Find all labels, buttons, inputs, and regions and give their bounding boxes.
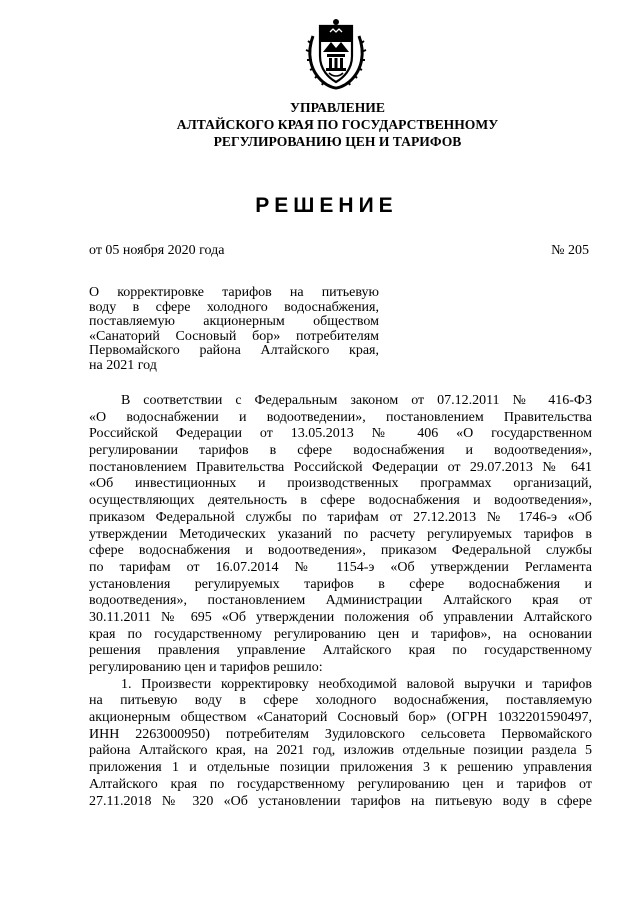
body-line: регулировании тарифов в сфере водоснабжения и водоотведения», [89, 443, 592, 459]
body-line: 30.11.2011 № 695 «Об утверждении положения об управлении Алтайского [89, 609, 592, 625]
agency-line-1: УПРАВЛЕНИЕ [290, 100, 385, 115]
body-line: по тарифам от 16.07.2014 № 1154-э «Об утверждении Регламента [89, 559, 592, 575]
body-line: установления регулируемых тарифов в сфере водоснабжения и [89, 576, 592, 592]
body-line: Российской Федерации от 13.05.2013 № 406 «О государственном [89, 426, 592, 442]
body-line: постановлением Правительства Российской Федерации от 29.07.2013 № 641 [89, 459, 592, 475]
body-line: «Об инвестиционных и производственных программах организаций, [89, 476, 592, 492]
body-line: В соответствии с Федеральным законом от 07.12.2011 № 416-ФЗ [121, 393, 592, 408]
document-body [89, 393, 592, 810]
document-number: № 205 [551, 243, 589, 258]
body-line: регулированию цен и тарифов решило: [89, 660, 323, 675]
agency-line-2: АЛТАЙСКОГО КРАЯ ПО ГОСУДАРСТВЕННОМУ [176, 117, 499, 132]
document-date: от 05 ноября 2020 года [89, 243, 225, 258]
body-line: «О водоснабжении и водоотведении», постановлением Правительства [89, 409, 592, 425]
body-line: края по государственному регулированию цен и тарифов», на основании [89, 626, 592, 642]
body-line: 1. Произвести корректировку необходимой валовой выручки и тарифов [121, 676, 592, 692]
body-line: приложения 1 и отдельные позиции приложения 3 к решению управления [89, 760, 592, 776]
coat-of-arms-icon [303, 18, 369, 90]
subject-line: на 2021 год [89, 357, 157, 373]
body-line: решения правления управление Алтайского края по государственному [89, 643, 592, 659]
agency-name [0, 99, 639, 150]
subject-line: воду в сфере холодного водоснабжения, [89, 299, 379, 315]
body-line: 27.11.2018 № 320 «Об установлении тарифов на питьевую воду в сфере [89, 793, 592, 809]
body-line: осуществляющих деятельность в сфере водоснабжения и водоотведения», [89, 493, 592, 509]
document-subject [89, 286, 379, 374]
body-line: района Алтайского края, на 2021 год, изложив отдельные позиции раздела 5 [89, 743, 592, 759]
body-line: на питьевую воду в сфере холодного водоснабжения, поставляемую [89, 693, 592, 709]
body-line: приказом Федеральной службы по тарифам от 27.12.2013 № 1746-э «Об [89, 509, 592, 525]
subject-line: «Санаторий Сосновый бор» потребителям [89, 328, 379, 344]
body-line: водоотведения», постановлением Администрации Алтайского края от [89, 593, 592, 609]
subject-line: поставляемую акционерным обществом [89, 314, 379, 330]
subject-line: О корректировке тарифов на питьевую [89, 285, 379, 300]
agency-line-3: РЕГУЛИРОВАНИЮ ЦЕН И ТАРИФОВ [213, 134, 462, 149]
body-line: акционерным обществом «Санаторий Сосновый бор» (ОГРН 1032201590497, [89, 710, 592, 726]
body-line: утверждении Методических указаний по расчету регулируемых тарифов в [89, 526, 592, 542]
subject-line: Первомайского района Алтайского края, [89, 343, 379, 359]
document-type-title: РЕШЕНИЕ [255, 194, 398, 217]
body-line: ИНН 2263000950) потребителям Зудиловского сельсовета Первомайского [89, 726, 592, 742]
body-line: Алтайского края по государственному регулированию цен и тарифов от [89, 776, 592, 792]
body-line: сфере водоснабжения и водоотведения», приказом Федеральной службы [89, 543, 592, 559]
